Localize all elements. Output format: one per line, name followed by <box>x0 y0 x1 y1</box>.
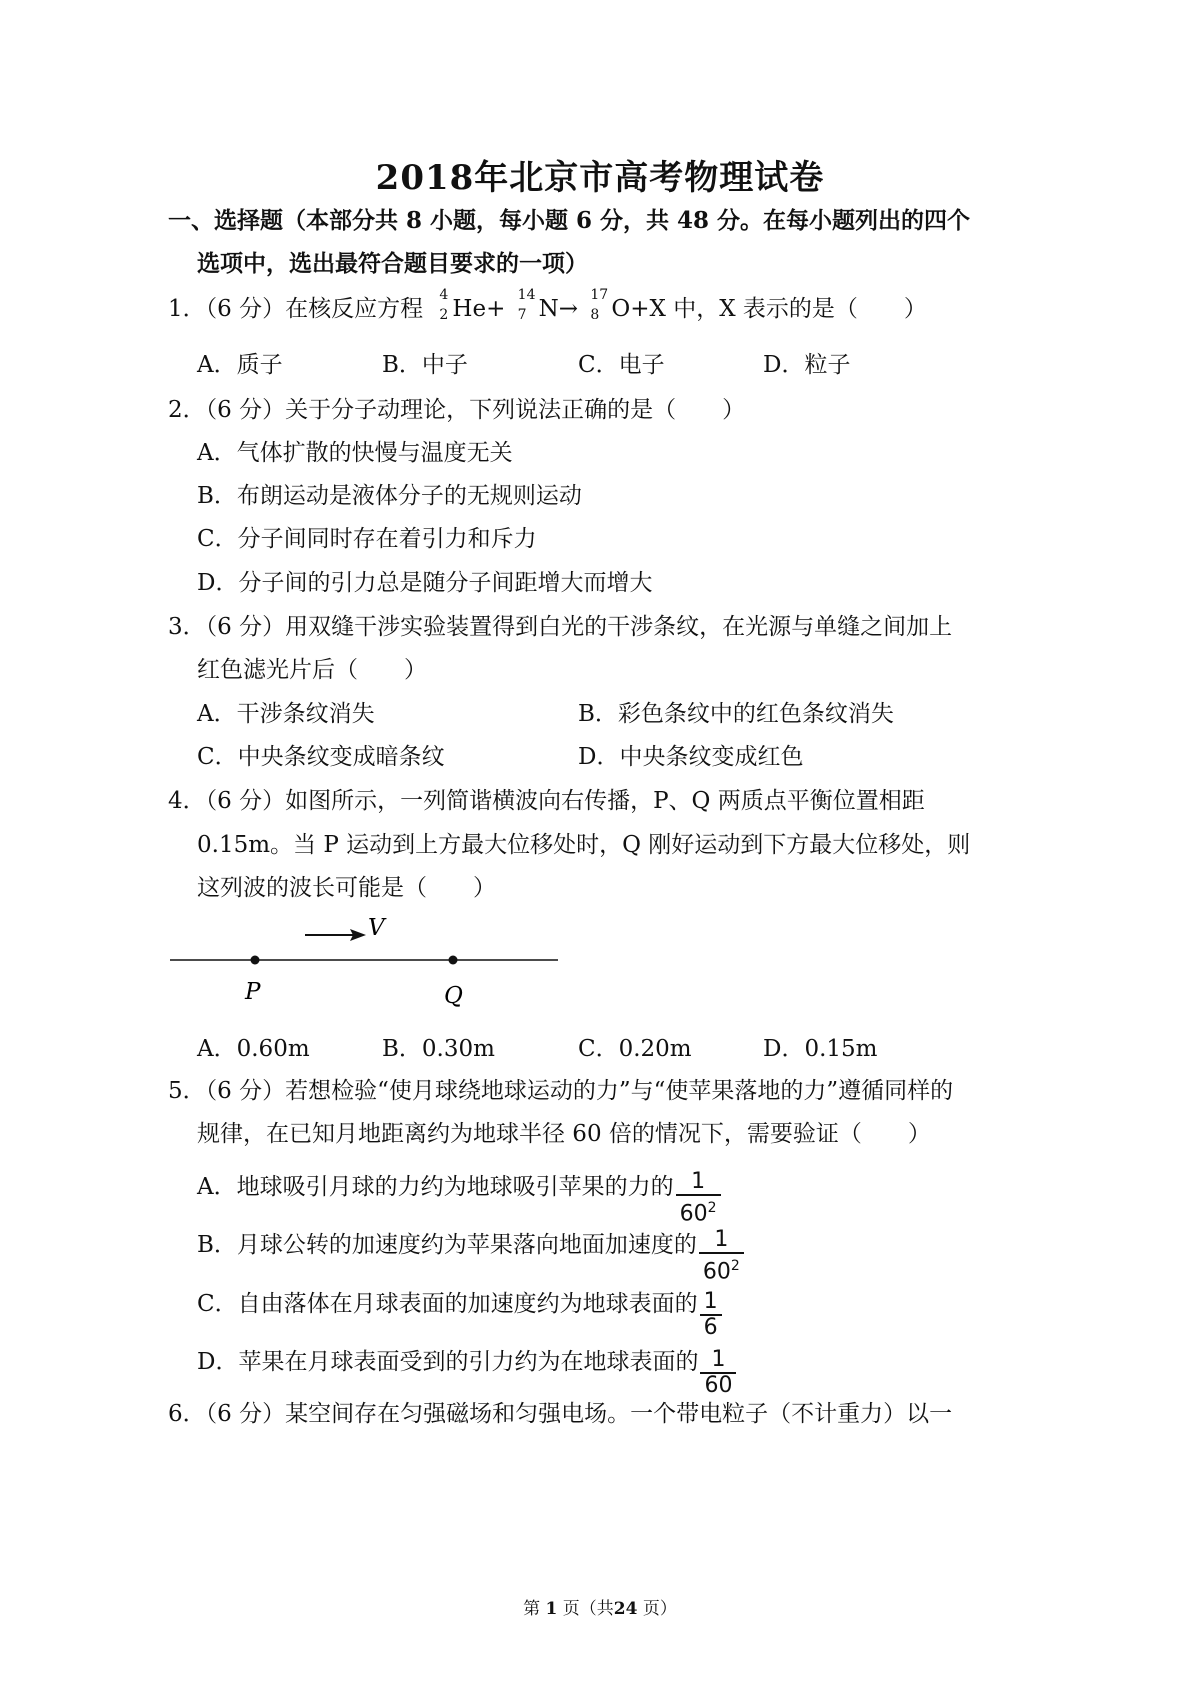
q3-option-b: B．彩色条纹中的红色条纹消失 <box>578 701 894 727</box>
point-p-label: P <box>245 979 261 1005</box>
nuclide-nitrogen: 14 7 N→ <box>517 287 579 323</box>
point-q-label: Q <box>444 983 463 1009</box>
question-number: 1． <box>168 296 206 322</box>
question-number: 5． <box>168 1078 206 1104</box>
question-text: （6 分）如图所示，一列简谐横波向右传播，P、Q 两质点平衡位置相距 <box>205 788 925 814</box>
question-1 <box>168 287 927 323</box>
question-5 <box>168 1072 953 1105</box>
question-text: （6 分）用双缝干涉实验装置得到白光的干涉条纹，在光源与单缝之间加上 <box>205 614 953 640</box>
q2-option-d: D．分子间的引力总是随分子间距增大而增大 <box>197 570 653 596</box>
page-title: 2018年北京市高考物理试卷 <box>375 158 825 198</box>
question-text: （6 分）关于分子动理论，下列说法正确的是（ ） <box>205 397 746 423</box>
q5-option-b: B．月球公转的加速度约为苹果落向地面加速度的 $\frac{1}{60^2}$ <box>197 1218 744 1274</box>
q1-option-a: A．质子 <box>197 352 283 378</box>
wave-figure <box>160 905 570 1015</box>
question-3-line2: 红色滤光片后（ ） <box>197 657 427 683</box>
q2-option-c: C．分子间同时存在着引力和斥力 <box>197 526 537 552</box>
q4-option-b: B．0.30m <box>382 1036 495 1062</box>
question-3 <box>168 608 952 641</box>
fraction: $\frac{1}{6}$ <box>700 1290 722 1340</box>
q2-option-b: B．布朗运动是液体分子的无规则运动 <box>197 483 582 509</box>
page-footer: 第 1 页（共24 页） <box>523 1599 677 1619</box>
question-2 <box>168 391 745 424</box>
fraction: $\frac{1}{60^2}$ <box>699 1228 744 1284</box>
q3-option-c: C．中央条纹变成暗条纹 <box>197 744 445 770</box>
fraction: $\frac{1}{60^2}$ <box>676 1170 721 1226</box>
question-number: 3． <box>168 614 206 640</box>
question-text: （6 分）某空间存在匀强磁场和匀强电场。一个带电粒子（不计重力）以一 <box>205 1401 953 1427</box>
question-number: 6． <box>168 1401 206 1427</box>
question-text-end: 中，X 表示的是（ ） <box>673 296 927 322</box>
q3-option-a: A．干涉条纹消失 <box>197 701 375 727</box>
section-heading-line2: 选项中，选出最符合题目要求的一项） <box>197 250 588 277</box>
page-total: 24 <box>613 1599 638 1619</box>
q4-option-a: A．0.60m <box>197 1036 310 1062</box>
q1-option-b: B．中子 <box>382 352 468 378</box>
q5-option-d: D．苹果在月球表面受到的引力约为在地球表面的 $\frac{1}{60}$ <box>197 1338 736 1388</box>
question-number: 4． <box>168 788 206 814</box>
page-number: 1 <box>545 1599 558 1619</box>
question-5-line2: 规律，在已知月地距离约为地球半径 60 倍的情况下，需要验证（ ） <box>197 1121 931 1147</box>
point-p <box>251 956 260 965</box>
question-number: 2． <box>168 397 206 423</box>
section-heading-line1: 一、选择题（本部分共 8 小题，每小题 6 分，共 48 分。在每小题列出的四个 <box>168 207 971 234</box>
question-4 <box>168 782 925 815</box>
question-text: （6 分）若想检验“使月球绕地球运动的力”与“使苹果落地的力”遵循同样的 <box>205 1078 954 1104</box>
fraction: $\frac{1}{60}$ <box>700 1348 736 1398</box>
point-q <box>449 956 458 965</box>
velocity-label: V <box>368 915 385 941</box>
q4-option-d: D．0.15m <box>763 1036 878 1062</box>
q5-option-c: C．自由落体在月球表面的加速度约为地球表面的 $\frac{1}{6}$ <box>197 1280 722 1330</box>
question-text: （6 分）在核反应方程 <box>205 296 424 322</box>
question-4-line2: 0.15m。当 P 运动到上方最大位移处时，Q 刚好运动到下方最大位移处，则 <box>197 832 971 858</box>
nuclide-oxygen: 17 8 O+X <box>590 287 666 323</box>
q1-option-d: D．粒子 <box>763 352 851 378</box>
q5-option-a: A．地球吸引月球的力约为地球吸引苹果的力的 $\frac{1}{60^2}$ <box>197 1160 721 1216</box>
q2-option-a: A．气体扩散的快慢与温度无关 <box>197 440 513 466</box>
question-4-line3: 这列波的波长可能是（ ） <box>197 875 496 901</box>
q4-option-c: C．0.20m <box>578 1036 692 1062</box>
nuclide-helium: 4 2 He+ <box>439 287 506 323</box>
q1-option-c: C．电子 <box>578 352 665 378</box>
q3-option-d: D．中央条纹变成红色 <box>578 744 804 770</box>
question-6 <box>168 1395 952 1428</box>
